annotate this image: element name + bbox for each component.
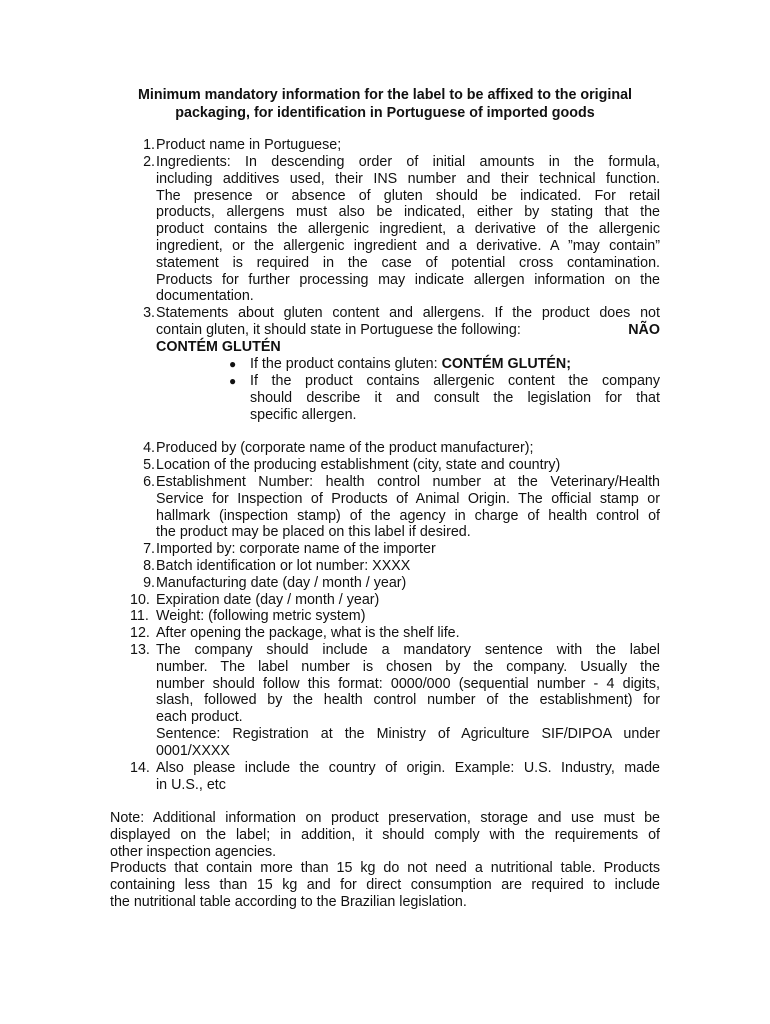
list-number: 3. bbox=[143, 305, 155, 321]
list-item-text: Location of the producing establishment (city, state and country) bbox=[156, 457, 561, 473]
list-item-line: Establishment Number: health control number at the Veterinary/Health bbox=[156, 474, 660, 490]
note-line: Products that contain more than 15 kg do not need a nutritional table. Products bbox=[110, 860, 660, 877]
list-number: 11. bbox=[130, 608, 149, 624]
title-line-2: packaging, for identification in Portuguese of imported goods bbox=[175, 105, 595, 121]
bullet-line: specific allergen. bbox=[250, 406, 357, 423]
bold-inline: NÃO bbox=[628, 321, 660, 338]
list-item-line: number should follow this format: 0000/000 (sequential number - 4 digits, bbox=[156, 675, 660, 692]
list-item-text: Product name in Portuguese; bbox=[156, 137, 342, 153]
list-number: 8. bbox=[143, 558, 155, 574]
list-item-7 bbox=[143, 541, 660, 558]
list-item-line: statement is required in the case of potential cross contamination. bbox=[156, 254, 660, 271]
list-item-14 bbox=[130, 760, 660, 794]
list-number: 5. bbox=[143, 457, 155, 473]
list-number: 9. bbox=[143, 575, 155, 591]
list-item-line: Service for Inspection of Products of Animal Origin. The official stamp or bbox=[156, 490, 660, 507]
list-item-text: Imported by: corporate name of the importer bbox=[156, 541, 436, 557]
list-item-line-mixed bbox=[156, 322, 660, 339]
note-line: Note: Additional information on product preservation, storage and use must be bbox=[110, 810, 660, 826]
list-item-9 bbox=[143, 575, 660, 592]
list-item-text: Weight: (following metric system) bbox=[156, 608, 366, 624]
list-item-line: the product may be placed on this label if desired. bbox=[156, 524, 471, 541]
list-item-line: Statements about gluten content and allergens. If the product does not bbox=[156, 305, 660, 321]
list-number: 2. bbox=[143, 154, 155, 170]
note-line: the nutritional table according to the Brazilian legislation. bbox=[110, 893, 467, 910]
list-item-text: Manufacturing date (day / month / year) bbox=[156, 575, 407, 591]
list-item-line: ingredient, or the allergenic ingredient and a derivative. A ”may contain” bbox=[156, 237, 660, 254]
list-item-8 bbox=[143, 558, 660, 575]
list-number: 14. bbox=[130, 760, 150, 776]
list-item-2 bbox=[143, 154, 660, 305]
list-item-text: Batch identification or lot number: XXXX bbox=[156, 558, 411, 574]
list-number: 4. bbox=[143, 440, 155, 456]
bullet-icon: ● bbox=[229, 374, 237, 388]
list-item-6 bbox=[143, 474, 660, 541]
list-item-line: in U.S., etc bbox=[156, 776, 226, 793]
list-item-line: Also please include the country of origin. Example: U.S. Industry, made bbox=[156, 760, 660, 776]
bullet-item-1 bbox=[229, 356, 660, 373]
bullet-line bbox=[250, 356, 660, 373]
list-number: 1. bbox=[143, 137, 155, 153]
bullet-text: If the product contains gluten: bbox=[250, 356, 438, 372]
list-item-line: Products for further processing may indicate allergen information on the bbox=[156, 271, 660, 288]
note-line: containing less than 15 kg and for direct consumption are required to include bbox=[110, 877, 660, 894]
list-item-line: hallmark (inspection stamp) of the agency in charge of health control of bbox=[156, 507, 660, 524]
list-item-text: Produced by (corporate name of the product manufacturer); bbox=[156, 440, 534, 456]
list-item-1 bbox=[143, 137, 660, 154]
list-item-4 bbox=[143, 440, 660, 457]
bold-line: CONTÉM GLUTÉN bbox=[156, 338, 281, 355]
list-item-line: The company should include a mandatory sentence with the label bbox=[156, 642, 660, 658]
bullet-icon: ● bbox=[229, 357, 237, 371]
list-item-line: including additives used, their INS number and their technical function. bbox=[156, 170, 660, 187]
list-item-line: documentation. bbox=[156, 288, 254, 305]
note-line: displayed on the label; in addition, it should comply with the requirements of bbox=[110, 826, 660, 843]
title-line-1: Minimum mandatory information for the label to be affixed to the original bbox=[137, 87, 633, 103]
note-paragraph bbox=[110, 810, 660, 911]
bullet-line: should describe it and consult the legislation for that bbox=[250, 389, 660, 406]
list-item-line: The presence or absence of gluten should be indicated. For retail bbox=[156, 187, 660, 204]
bullet-bold: CONTÉM GLUTÉN; bbox=[441, 356, 572, 372]
list-item-line: Ingredients: In descending order of initial amounts in the formula, bbox=[156, 154, 660, 170]
list-item-line: slash, followed by the health control number of the establishment) for bbox=[156, 692, 660, 709]
list-item-line: 0001/XXXX bbox=[156, 742, 230, 759]
list-item-line: products, allergens must also be indicated, either by stating that the bbox=[156, 204, 660, 221]
list-item-5 bbox=[143, 457, 660, 474]
list-item-line: Sentence: Registration at the Ministry of Agriculture SIF/DIPOA under bbox=[156, 725, 660, 742]
bullet-line: If the product contains allergenic content the company bbox=[250, 373, 660, 389]
list-number: 10. bbox=[130, 592, 150, 608]
list-number: 13. bbox=[130, 642, 150, 658]
list-item-3 bbox=[143, 305, 660, 355]
document-title bbox=[100, 86, 670, 122]
bullet-item-2 bbox=[229, 373, 660, 423]
note-line: other inspection agencies. bbox=[110, 843, 277, 860]
list-item-line: number. The label number is chosen by the company. Usually the bbox=[156, 658, 660, 675]
inline-text: contain gluten, it should state in Portuguese the following: bbox=[156, 321, 521, 338]
list-number: 12. bbox=[130, 625, 150, 641]
list-item-11 bbox=[130, 608, 660, 625]
list-item-line: product contains the allergenic ingredient, a derivative of the allergenic bbox=[156, 221, 660, 238]
list-item-12 bbox=[130, 625, 660, 642]
list-item-13 bbox=[130, 642, 660, 760]
list-item-text: Expiration date (day / month / year) bbox=[156, 592, 380, 608]
list-item-10 bbox=[130, 592, 660, 609]
list-item-line: each product. bbox=[156, 709, 243, 726]
list-number: 7. bbox=[143, 541, 155, 557]
list-item-text: After opening the package, what is the shelf life. bbox=[156, 625, 460, 641]
list-number: 6. bbox=[143, 474, 155, 490]
